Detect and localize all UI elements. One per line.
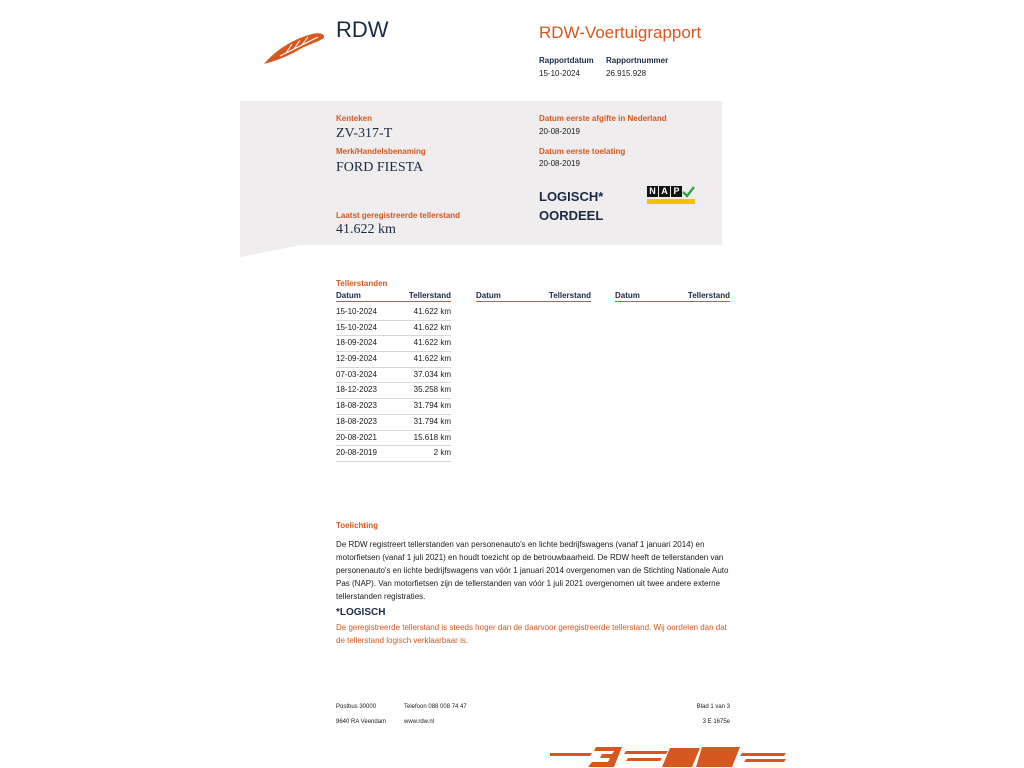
odometer-label: Laatst geregistreerde tellerstand — [336, 211, 461, 220]
nap-yellow-bar — [647, 199, 695, 204]
row-reading: 41.622 km — [413, 338, 451, 348]
table-row — [336, 431, 451, 447]
logisch-text: De geregistreerde tellerstand is steeds hoger dan de daarvoor geregistreerde tellerstand. Wij oordelen dan dat de tellerstand logisch verklaarbaar is. — [336, 623, 727, 645]
table-header — [476, 291, 591, 302]
col-reading-header: Tellerstand — [687, 291, 730, 300]
row-reading: 37.034 km — [413, 369, 451, 379]
nap-logo — [647, 186, 695, 206]
footer-web[interactable]: www.rdw.nl — [404, 719, 435, 725]
report-number-label: Rapportnummer — [606, 56, 669, 65]
row-reading: 41.622 km — [413, 354, 451, 364]
table-header — [336, 291, 451, 302]
table-row — [336, 399, 451, 415]
col-date-header: Datum — [476, 291, 501, 300]
explanation-text: De RDW registreert tellerstanden van personenauto's en lichte bedrijfswagens (vanaf 1 januari 2014) en motorfietsen (vanaf 1 juli 2021) en houdt toezicht op de betrouwbaarheid. De RDW heeft de tellerstanden van personenauto's en lichte bedrijfswagens van vóór 1 januari 2014 overgenomen van de Stichting Nationale Auto Pas (NAP). Van motorfietsen zijn de tellerstanden van vóór 1 juli 2021 overgenomen uit twee andere externe tellerstanden registraties. — [336, 540, 729, 601]
row-date: 20-08-2019 — [336, 448, 377, 458]
row-reading: 15.618 km — [413, 432, 451, 442]
table-row — [336, 352, 451, 368]
row-reading: 31.794 km — [413, 401, 451, 411]
brand-label: Merk/Handelsbenaming — [336, 147, 426, 156]
brand-value: FORD FIESTA — [336, 160, 424, 175]
row-reading: 41.622 km — [413, 322, 451, 332]
first-nl-value: 20-08-2019 — [539, 127, 580, 136]
odometer-table-3 — [615, 291, 730, 302]
row-date: 15-10-2024 — [336, 307, 377, 316]
odometer-table-title: Tellerstanden — [336, 279, 388, 288]
row-reading: 31.794 km — [413, 416, 451, 426]
rdw-logo-icon — [262, 30, 328, 66]
col-reading-header: Tellerstand — [548, 291, 591, 300]
footer-page: Blad 1 van 3 — [696, 704, 730, 710]
col-reading-header: Tellerstand — [408, 291, 451, 300]
row-date: 12-09-2024 — [336, 354, 377, 364]
odometer-table-2 — [476, 291, 591, 302]
check-icon — [682, 186, 695, 198]
verdict-line-1: LOGISCH* — [539, 189, 604, 204]
first-admission-label: Datum eerste toelating — [539, 147, 626, 156]
report-number-value: 26.915.928 — [606, 69, 647, 78]
row-date: 20-08-2021 — [336, 432, 377, 442]
row-date: 18-12-2023 — [336, 385, 377, 395]
col-date-header: Datum — [336, 291, 361, 300]
row-date: 07-03-2024 — [336, 369, 377, 379]
row-date: 15-10-2024 — [336, 322, 377, 332]
row-date: 18-09-2024 — [336, 338, 377, 348]
logisch-title: *LOGISCH — [336, 607, 386, 618]
table-row — [336, 305, 451, 321]
report-date-value: 15-10-2024 — [539, 69, 580, 78]
row-reading: 41.622 km — [413, 307, 451, 316]
table-row — [336, 368, 451, 384]
table-row — [336, 446, 451, 462]
table-row — [336, 415, 451, 431]
nap-letter: P — [671, 186, 682, 197]
row-date: 18-08-2023 — [336, 401, 377, 411]
table-row — [336, 383, 451, 399]
footer-phone: Telefoon 088 008 74 47 — [404, 704, 467, 710]
nap-letter: N — [647, 186, 658, 197]
explanation-title: Toelichting — [336, 521, 379, 530]
verdict-line-2: OORDEEL — [539, 208, 604, 223]
verdict — [539, 187, 603, 225]
table-header — [615, 291, 730, 302]
report-date-label: Rapportdatum — [539, 56, 594, 65]
odometer-value: 41.622 km — [336, 222, 396, 237]
panel-notch — [240, 245, 300, 257]
plate-value: ZV-317-T — [336, 126, 393, 141]
row-date: 18-08-2023 — [336, 416, 377, 426]
table-row — [336, 336, 451, 352]
col-date-header: Datum — [615, 291, 640, 300]
footer-address: 9640 RA Veendam — [336, 719, 387, 725]
table-row — [336, 321, 451, 337]
row-reading: 2 km — [433, 448, 451, 458]
report-title: RDW-Voertuigrapport — [539, 23, 702, 42]
decorative-stripes-icon — [550, 745, 786, 768]
footer-code: 3 E 1675e — [702, 719, 730, 725]
odometer-table-1 — [336, 291, 451, 462]
plate-label: Kenteken — [336, 114, 373, 123]
row-reading: 35.258 km — [413, 385, 451, 395]
nap-letter: A — [659, 186, 670, 197]
first-admission-value: 20-08-2019 — [539, 159, 580, 168]
brand-name: RDW — [336, 17, 389, 42]
first-nl-label: Datum eerste afgifte in Nederland — [539, 114, 667, 123]
footer-postbus: Postbus 30000 — [336, 704, 377, 710]
